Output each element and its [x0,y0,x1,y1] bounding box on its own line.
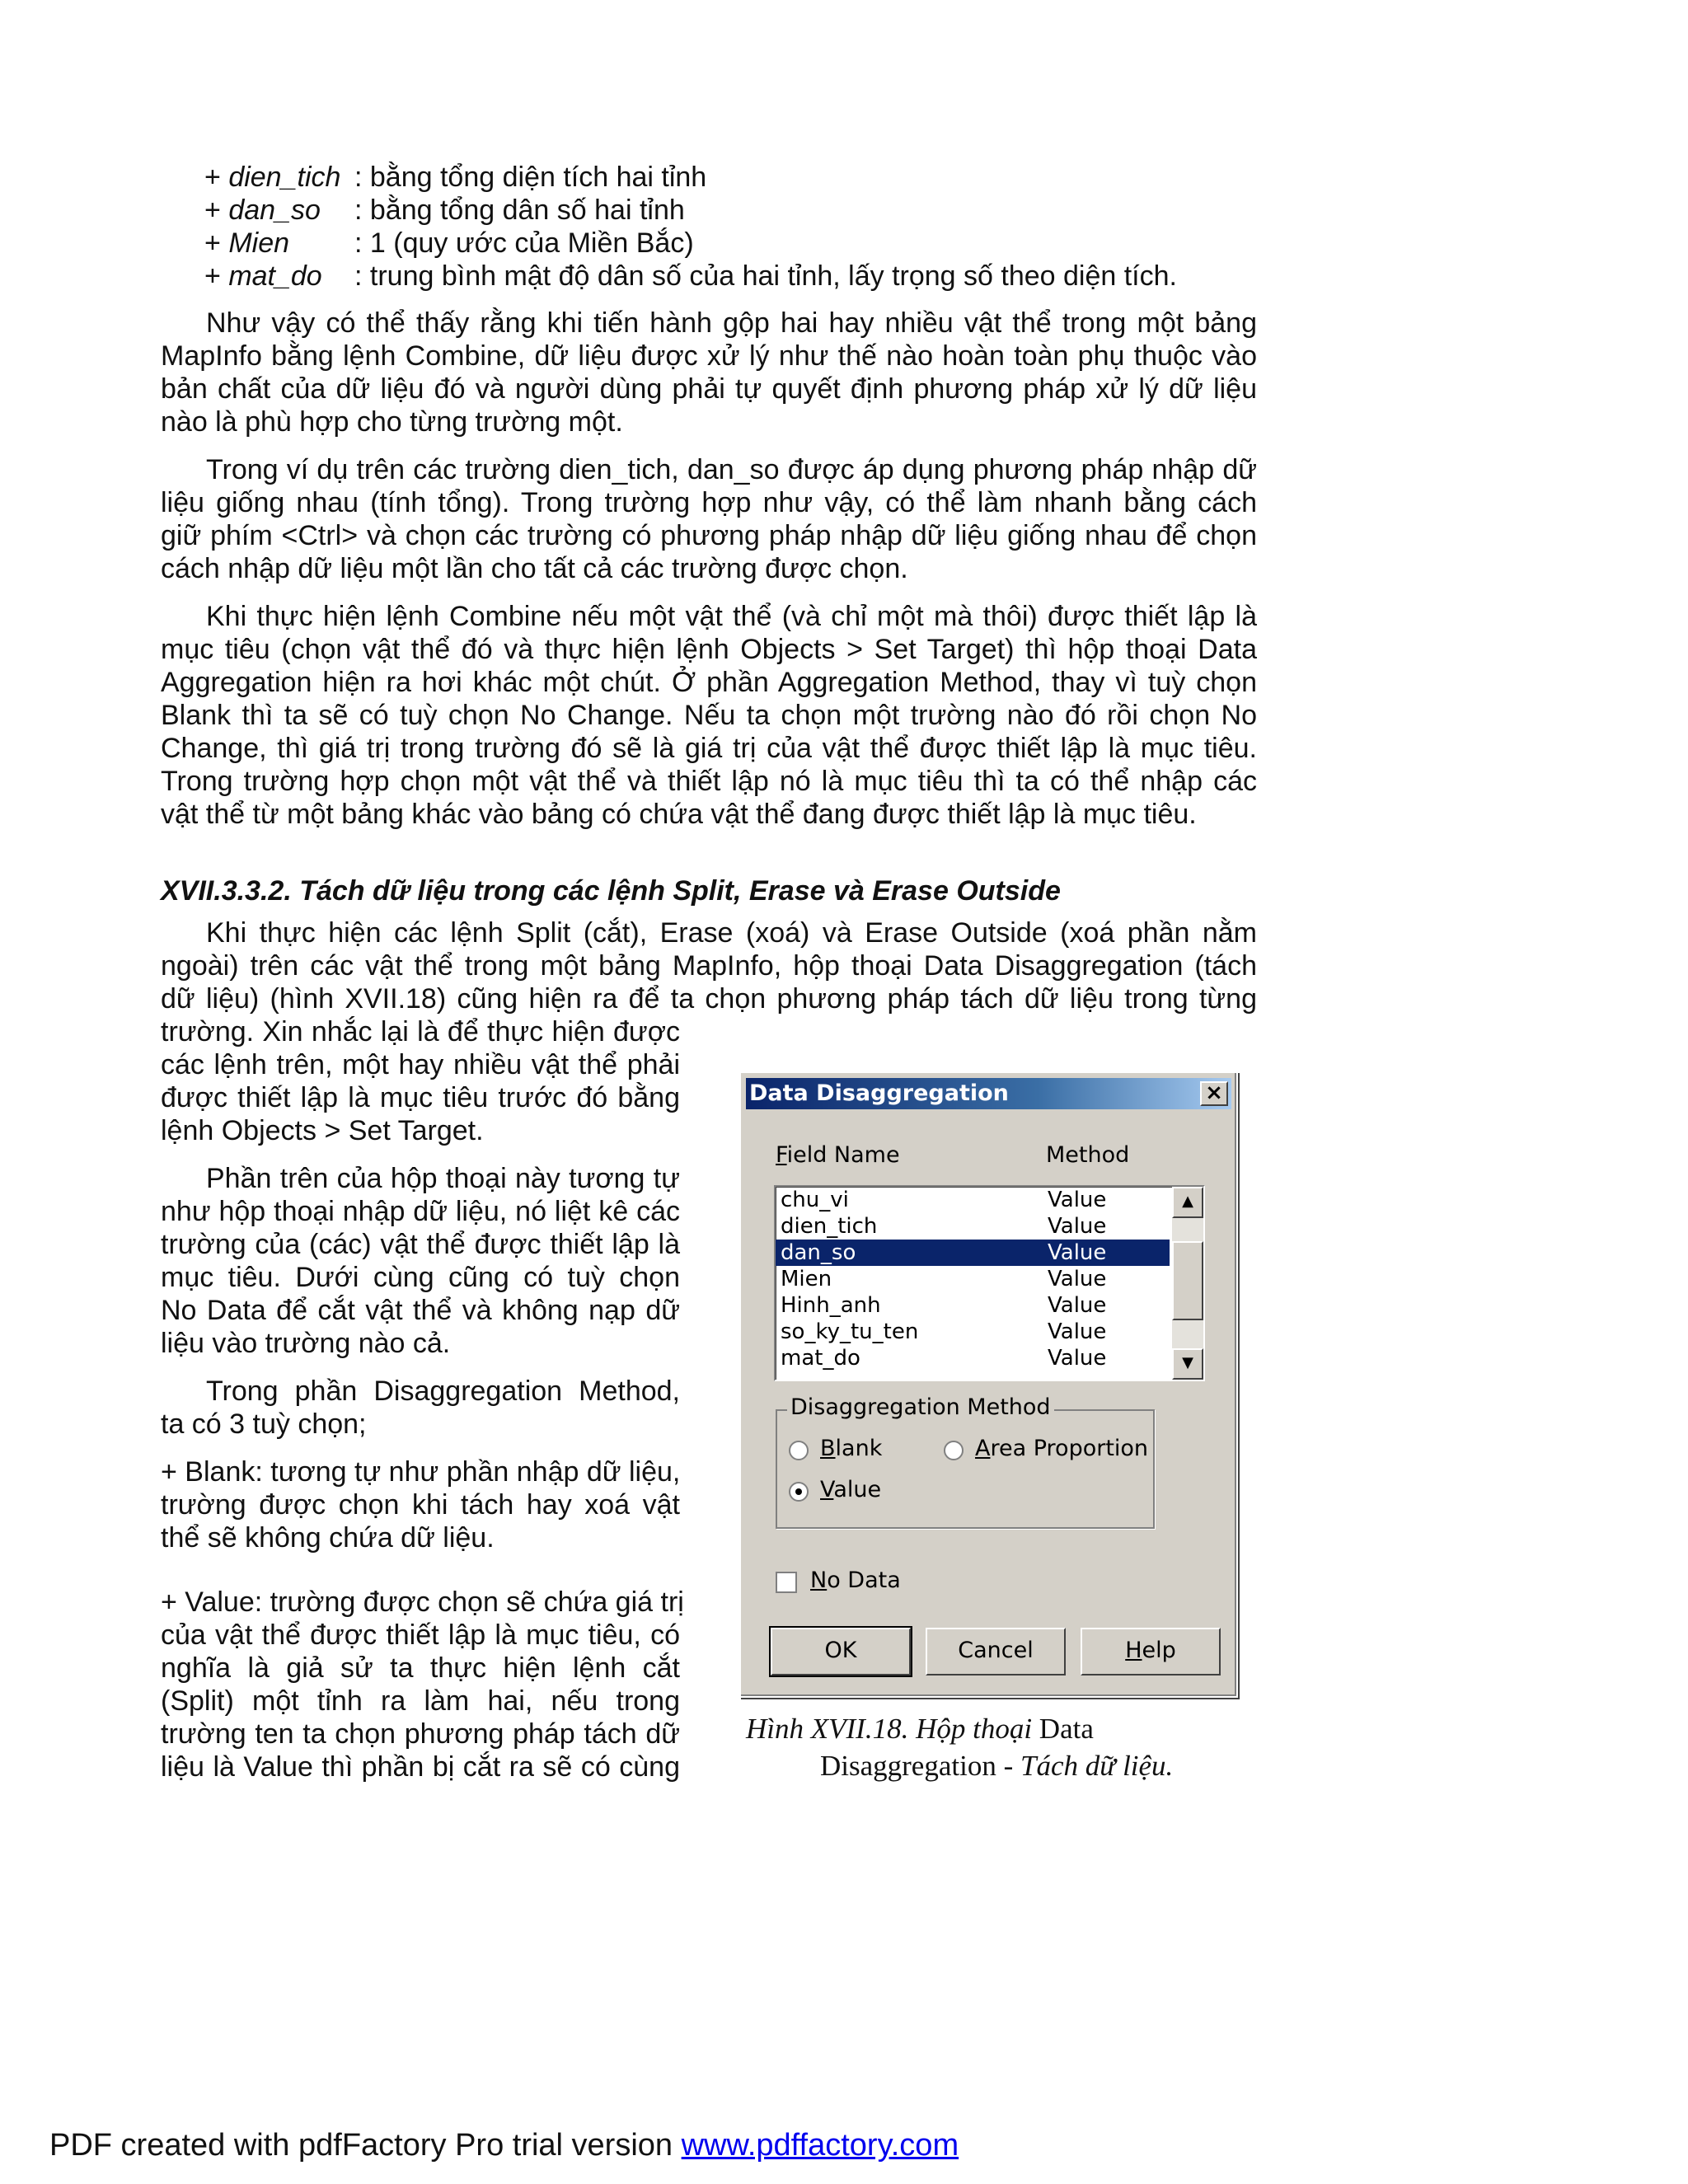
dialog-titlebar [746,1078,1231,1109]
list-item[interactable] [776,1213,1203,1240]
column-paragraph-blank: + Blank: tương tự như phần nhập dữ liệu, trường được chọn khi tách hay xoá vật thể sẽ không chứa dữ liệu. [161,1456,681,1554]
field-list[interactable] [774,1185,1205,1381]
list-item[interactable] [776,1345,1203,1371]
data-disaggregation-dialog [739,1071,1238,1698]
radio-value[interactable] [789,1482,809,1502]
method-cell: Value [1048,1346,1107,1371]
field-name-cell: dien_tich [781,1214,878,1239]
pdffactory-link[interactable]: www.pdffactory.com [681,2128,959,2163]
field-list-scrollbar[interactable] [1172,1187,1203,1380]
dialog-title: Data Disaggregation [749,1080,1009,1106]
pdf-footer: PDF created with pdfFactory Pro trial version www.pdffactory.com [49,2128,959,2163]
column-paragraph-1: trường. Xin nhắc lại là để thực hiện được các lệnh trên, một hay nhiều vật thể phải được thiết lập là mục tiêu trước đó bằng lệnh Objects > Set Target. [161,1016,680,1146]
field-name-cell: so_ky_tu_ten [781,1319,919,1344]
list-item[interactable] [776,1240,1170,1266]
field-name-cell: Hinh_anh [781,1293,881,1318]
method-cell: Value [1048,1240,1107,1265]
bullet-list [204,161,1177,293]
scroll-down-icon[interactable]: ▼ [1172,1348,1203,1380]
scroll-up-icon[interactable]: ▲ [1172,1187,1203,1218]
method-header: Method [1046,1142,1130,1168]
bullet-item: + Mien : 1 (quy ước của Miền Bắc) [204,227,694,259]
radio-area-proportion[interactable] [944,1441,964,1460]
column-paragraph-3: Trong phần Disaggregation Method, ta có 3 tuỳ chọn; [161,1376,680,1440]
column-paragraph-value: + Value: trường được chọn sẽ chứa giá trị của vật thể được thiết lập là mục tiêu, có nghĩa là giả sử ta thực hiện lệnh cắt (Split) một tỉnh ra làm hai, nếu trong trường ten ta chọn phương pháp tách dữ liệu là Value thì phần bị cắt ra sẽ có cùng [161,1586,684,1783]
paragraph-set-target: Khi thực hiện lệnh Combine nếu một vật thể (và chỉ một mà thôi) được thiết lập là mục tiêu (chọn vật thể đó và thực hiện lệnh Objects > Set Target) thì hộp thoại Data Aggregation hiện ra hơi khác một chút. Ở phần Aggregation Method, thay vì tuỳ chọn Blank thì ta sẽ có tuỳ chọn No Change. Nếu ta chọn một trường nào đó rồi chọn No Change, thì giá trị trong trường đó sẽ là giá trị của vật thể được thiết lập là mục tiêu. Trong trường hợp chọn một vật thể và thiết lập nó là mục tiêu thì ta có thể nhập các vật thể từ một bảng khác vào bảng có chứa vật thể đang được thiết lập là mục tiêu. [161,601,1257,830]
section-heading: XVII.3.3.2. Tách dữ liệu trong các lệnh Split, Erase và Erase Outside [161,875,1061,907]
column-paragraph-2: Phần trên của hộp thoại này tương tự như hộp thoại nhập dữ liệu, nó liệt kê các trường của (các) vật thể được thiết lập là mục tiêu. Dưới cùng cũng có tuỳ chọn No Data để cắt vật thể và không nạp dữ liệu vào trường nào cả. [161,1163,680,1359]
cancel-button[interactable]: Cancel [926,1628,1066,1675]
paragraph-split-erase: Khi thực hiện các lệnh Split (cắt), Erase (xoá) và Erase Outside (xoá phần nằm ngoài) trên các vật thể trong một bảng MapInfo, hộp thoại Data Disaggregation (tách dữ liệu) (hình XVII.18) cũng hiện ra để ta chọn phương pháp tách dữ liệu trong từng [161,917,1257,1015]
list-item[interactable] [776,1319,1203,1345]
bullet-item: + mat_do : trung bình mật độ dân số của hai tỉnh, lấy trọng số theo diện tích. [204,260,1177,292]
close-icon[interactable]: × [1200,1081,1228,1106]
radio-blank-label: Blank [820,1436,883,1461]
list-item[interactable] [776,1266,1203,1292]
field-name-cell: dan_so [781,1240,856,1265]
help-button[interactable]: Help [1081,1628,1221,1675]
bullet-item: + dan_so : bằng tổng dân số hai tỉnh [204,194,685,226]
method-cell: Value [1048,1293,1107,1318]
radio-value-label: Value [820,1477,882,1502]
no-data-label: No Data [810,1568,901,1593]
field-name-header: Field Name [776,1142,900,1168]
radio-blank[interactable] [789,1441,809,1460]
no-data-checkbox[interactable] [776,1572,797,1593]
method-cell: Value [1048,1267,1107,1291]
method-cell: Value [1048,1214,1107,1239]
method-cell: Value [1048,1188,1107,1212]
figure-caption: Hình XVII.18. Hộp thoại Data Disaggregation - Tách dữ liệu. [746,1713,1174,1782]
field-name-cell: chu_vi [781,1188,849,1212]
paragraph-ctrl-tip: Trong ví dụ trên các trường dien_tich, dan_so được áp dụng phương pháp nhập dữ liệu giống nhau (tính tổng). Trong trường hợp như vậy, có thể làm nhanh bằng cách giữ phím <Ctrl> và chọn các trường có phương pháp nhập dữ liệu giống nhau để chọn cách nhập dữ liệu một lần cho tất cả các trường được chọn. [161,454,1257,584]
field-name-cell: mat_do [781,1346,860,1371]
field-name-cell: Mien [781,1267,832,1291]
scroll-thumb[interactable] [1172,1241,1203,1320]
bullet-item: + dien_tich : bằng tổng diện tích hai tỉnh [204,162,707,193]
method-cell: Value [1048,1319,1107,1344]
group-title: Disaggregation Method [787,1394,1054,1420]
disaggregation-method-group [776,1394,1155,1529]
list-item[interactable] [776,1292,1203,1319]
paragraph-combine-summary: Như vậy có thể thấy rằng khi tiến hành gộp hai hay nhiều vật thể trong một bảng MapInfo bằng lệnh Combine, dữ liệu được xử lý như thế nào hoàn toàn phụ thuộc vào bản chất của dữ liệu đó và người dùng phải tự quyết định phương pháp xử lý dữ liệu nào là phù hợp cho từng trường một. [161,307,1257,438]
list-item[interactable] [776,1187,1203,1213]
radio-area-label: Area Proportion [975,1436,1149,1461]
ok-button[interactable]: OK [771,1628,911,1675]
